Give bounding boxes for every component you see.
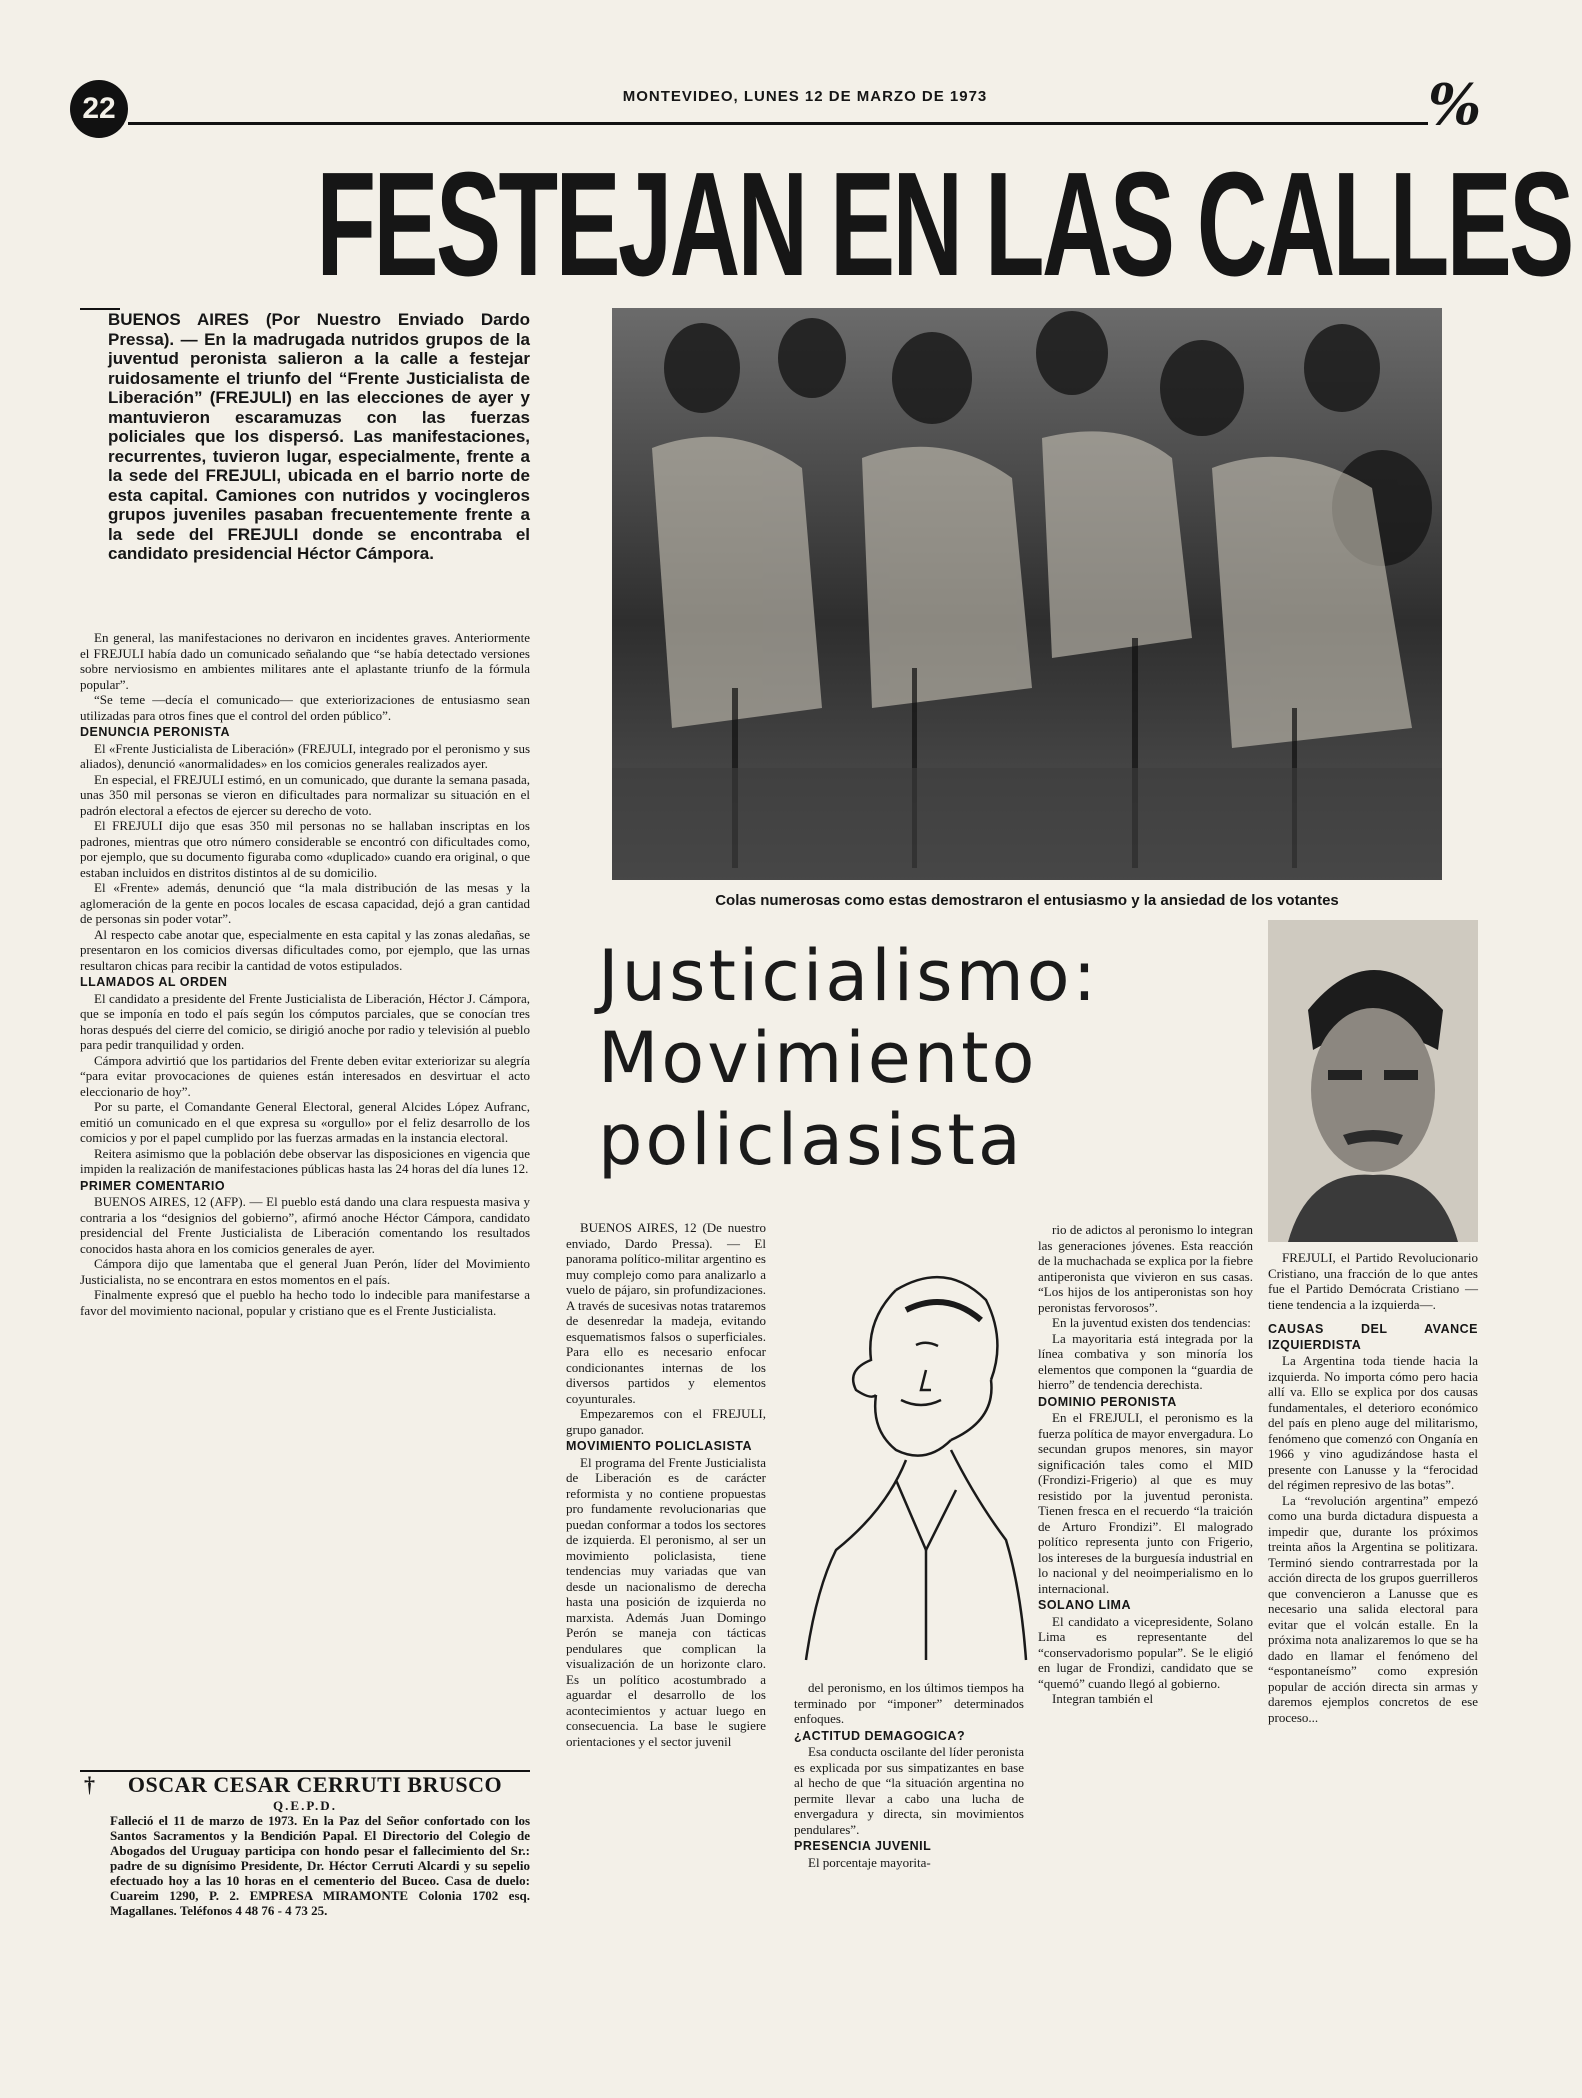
lead-paragraph: BUENOS AIRES (Por Nuestro Enviado Dardo Pressa). — En la madrugada nutridos grupos de la juventud peronista salieron a la calle a festejar ruidosamente el triunfo del “Frente Justicialista de Liberación” (FREJULI) en las elecciones de ayer y mantuvieron escaramuzas con las fuerzas policiales que los dispersó. Las manifestaciones, recurrentes, tuvieron lugar, especialmente, frente a la sede del FREJULI, ubicada en el barrio norte de esta capital. Camiones con nutridos y vocingleros grupos juveniles pasaban frecuentemente frente a la sede del FREJULI donde se encontraba el candidato presidencial Héctor Cámpora. <box>108 310 530 563</box>
subheading: DOMINIO PERONISTA <box>1038 1394 1177 1409</box>
paragraph: El «Frente Justicialista de Liberación» (FREJULI, integrado por el peronismo y sus aliados), denunció «anormalidades» en los comicios generales realizados ayer. <box>80 740 530 771</box>
paragraph: En general, las manifestaciones no derivaron en incidentes graves. Anteriormente el FREJULI había dado un comunicado señalando que “se había detectado versiones sobre nerviosismo en ambientes militares ante el aplastante triunfo de la fórmula popular”. <box>80 630 530 692</box>
article-column-5 <box>1268 1320 1478 1725</box>
paragraph: El candidato a vicepresidente, Solano Lima es representante del “conservadorismo popular”. Se le eligió en lugar de Frondizi, candidato que se “quemó” cuando llegó al gobierno. <box>1038 1613 1253 1691</box>
subheading: DENUNCIA PERONISTA <box>80 725 230 739</box>
paragraph: En la juventud existen dos tendencias: <box>1052 1315 1251 1330</box>
portrait-photo <box>1268 920 1478 1242</box>
paragraph: El candidato a presidente del Frente Justicialista de Liberación, Héctor J. Cámpora, que se imponía en todo el país según los cómputos parciales, que se conocían tres horas después del cierre del comicio, se dirigió anoche por radio y televisión al pueblo para pedir tranquilidad y orden. <box>80 990 530 1052</box>
article-column-4 <box>1038 1222 1253 1707</box>
subheading: PRIMER COMENTARIO <box>80 1178 226 1193</box>
subheading: ¿ACTITUD DEMAGOGICA? <box>794 1728 966 1743</box>
newspaper-logo: % <box>1428 72 1482 138</box>
paragraph: BUENOS AIRES, 12 (De nuestro enviado, Dardo Pressa). — El panorama político-militar argentino es muy complejo como para analizarlo a vuelo de pájaro, sin profundizaciones. A través de sucesivas notas trataremos de desenredar la madeja, evitando esquematismos falsos o superficiales. Para ello es necesario enfocar condicionantes internas de los diversos partidos y elementos coyunturales. <box>566 1220 766 1406</box>
paragraph: Por su parte, el Comandante General Electoral, general Alcides López Aufranc, emitió un comunicado en el que expresa su «orgullo» por el feliz desarrollo de los comicios y por el papel cumplido por las fuerzas armadas en la instancia electoral. <box>80 1099 530 1145</box>
paragraph: FREJULI, el Partido Revolucionario Cristiano, una fracción de lo que antes fue el Partido Demócrata Cristiano —tiene tendencia a la izquierda—. <box>1268 1250 1478 1312</box>
secondary-headline-line: Justicialismo: <box>598 935 1100 1017</box>
paragraph: “Se teme —decía el comunicado— que exteriorizaciones de entusiasmo sean utilizadas para otros fines que el control del orden público”. <box>80 692 530 723</box>
paragraph: El FREJULI dijo que esas 350 mil personas no se hallaban inscriptas en los padrones, mientras que otro número considerable se encontró con dificultades como, por ejemplo, que su documento figuraba como «duplicado» cuando era original, o que estaban incluidos en distritos distintos al de su domicilio. <box>80 818 530 880</box>
dateline: MONTEVIDEO, LUNES 12 DE MARZO DE 1973 <box>622 88 988 105</box>
article-column-3 <box>566 1220 766 1749</box>
paragraph: En el FREJULI, el peronismo es la fuerza política de mayor envergadura. Lo secundan grupos menores, sin mayor significación tales como el MID (Frondizi-Frigerio) al que es muy resistido por la juventud peronista. Tienen fresca en el recuerdo “la traición de Arturo Frondizi”. El malogrado político representa junto con Frigerio, los intereses de la burguesía industrial en lo nacional y del neoimperialismo en lo internacional. <box>1038 1410 1253 1596</box>
article-column-1 <box>80 630 530 1318</box>
page-number: 22 <box>70 80 128 138</box>
paragraph: El «Frente» además, denunció que “la mala distribución de las mesas y la aglomeración de la gente en pocos locales de escasa capacidad, dejó a gran cantidad de personas sin poder votar”. <box>80 880 530 926</box>
paragraph: Reitera asimismo que la población debe observar las disposiciones en vigencia que impiden la realización de manifestaciones públicas hasta las 24 horas del día lunes 12. <box>80 1145 530 1176</box>
portrait-caption <box>1268 1250 1478 1312</box>
subheading: MOVIMIENTO POLICLASISTA <box>566 1439 753 1453</box>
paragraph: La mayoritaria está integrada por la línea combativa y son minoría los elementos que componen la “guardia de hierro” de tendencia derechista. <box>1038 1330 1253 1392</box>
obituary-qepd: Q.E.P.D. <box>273 1798 337 1813</box>
paragraph: del peronismo, en los últimos tiempos ha terminado por “imponer” determinados enfoques. <box>794 1680 1024 1726</box>
article-column-3b <box>794 1680 1024 1870</box>
paragraph: La “revolución argentina” empezó como una burda dictadura dispuesta a impedir que, durante los próximos treinta años la Argentina se politizara. Terminó siendo contrarrestada por la acción directa de los grupos guerrilleros que convencieron a Lanusse que es necesario una salida electoral para evitar que el volcán estalle. En la próxima nota analizaremos lo que se ha dado en llamar el fenómeno del “espontaneísmo” como expresión popular de acción directa sin armas y daremos ejemplos concretos de ese proceso... <box>1268 1492 1478 1725</box>
paragraph: Al respecto cabe anotar que, especialmente en esta capital y las zonas aledañas, se presentaron en los comicios diversas dificultades como, por ejemplo, que las urnas resultaron chicas para recibir la cantidad de votos estipulados. <box>80 926 530 973</box>
caricature-drawing <box>776 1250 1036 1670</box>
header-rule <box>128 122 1428 125</box>
photo-caption: Colas numerosas como estas demostraron el entusiasmo y la ansiedad de los votantes <box>715 892 1339 909</box>
paragraph: La Argentina toda tiende hacia la izquierda. No importa cómo pero hacia allí va. Ello se explica por dos causas fundamentales, el deterioro económico del país en pleno auge del militarismo, fenómeno que comenzó con Onganía en 1966 y vino agudizándose hasta el presente con Lanusse y la “ferocidad del régimen represivo de las botas”. <box>1268 1353 1478 1492</box>
paragraph: Finalmente expresó que el pueblo ha hecho todo lo indecible para manifestarse a favor del movimiento nacional, popular y cristiano que es el Frente Justicialista. <box>80 1287 530 1318</box>
paragraph: rio de adictos al peronismo lo integran las generaciones jóvenes. Esta reacción de la muchachada se explica por la fiebre antiperonista que vivieron en sus casas. “Los hijos de los antiperonistas son hoy peronistas fervorosos”. <box>1038 1222 1253 1315</box>
cross-icon: † <box>84 1772 95 1797</box>
secondary-headline-line: policlasista <box>598 1099 1024 1181</box>
paragraph: El programa del Frente Justicialista de Liberación es de carácter reformista y no contiene propuestas pro fundamente revolucionarias que puedan conformar a todos los sectores de izquierda. El peronismo, al ser un movimiento policlasista, tiene tendencias muy variadas que van desde un nacionalismo de derecha hasta una posición de izquierda no marxista. Además Juan Domingo Perón se maneja con tácticas pendulares que complican la visualización de un horizonte claro. Es un político acostumbrado a aguardar el desarrollo de los acontecimientos y actuar luego en consecuencia. La base le sugiere orientaciones y el sector juvenil <box>566 1454 766 1749</box>
crowd-photo <box>612 308 1442 880</box>
caricature-image <box>776 1250 1036 1670</box>
secondary-headline <box>598 935 1238 1181</box>
paragraph: Empezaremos con el FREJULI, grupo ganador. <box>566 1406 766 1437</box>
secondary-headline-line: Movimiento <box>598 1017 1038 1099</box>
crowd-photo-image <box>612 308 1442 880</box>
paragraph: Esa conducta oscilante del líder peronista es explicada por sus simpatizantes en base al hecho de que “la situación argentina no permite llevar a cabo una lucha de envergadura y directa, sin movimientos pendulares”. <box>794 1744 1024 1837</box>
obituary-text: Falleció el 11 de marzo de 1973. En la Paz del Señor confortado con los Santos Sacramentos y la Bendición Papal. El Directorio del Colegio de Abogados del Uruguay participa con hondo pesar el fallecimiento del Sr.: padre de su dignísimo Presidente, Dr. Héctor Cerruti Alcardi y su sepelio efectuado hoy a las 10 horas en el cementerio del Buceo. Casa de duelo: Cuareim 1290, P. 2. EMPRESA MIRAMONTE Colonia 1702 esq. Magallanes. Teléfonos 4 48 76 - 4 73 25. <box>110 1813 530 1918</box>
subheading: CAUSAS DEL AVANCE IZQUIERDISTA <box>1268 1322 1478 1352</box>
paragraph: BUENOS AIRES, 12 (AFP). — El pueblo está dando una clara respuesta masiva y contraria a los “designios del gobierno”, afirmó anoche Héctor Cámpora, candidato presidencial del Frente Justicialista de Liberación comentando los resultados conocidos hasta ahora en los comicios generales de ayer. <box>80 1194 530 1256</box>
obituary-name: OSCAR CESAR CERRUTI BRUSCO <box>127 1772 503 1797</box>
subheading: LLAMADOS AL ORDEN <box>80 975 228 989</box>
paragraph: Cámpora advirtió que los partidarios del Frente deben evitar exteriorizar su alegría “para evitar provocaciones de quienes están interesados en desvirtuar el acto eleccionario de hoy”. <box>80 1052 530 1099</box>
paragraph: Integran también el <box>1052 1691 1154 1706</box>
subheading: SOLANO LIMA <box>1038 1598 1131 1612</box>
paragraph: Cámpora dijo que lamentaba que el general Juan Perón, líder del Movimiento Justicialista, no se encontrara en estos momentos en el país. <box>80 1256 530 1287</box>
portrait-image <box>1268 920 1478 1242</box>
main-headline: FESTEJAN EN LAS CALLES <box>316 142 1572 307</box>
paragraph: El porcentaje mayorita- <box>808 1854 931 1870</box>
subheading: PRESENCIA JUVENIL <box>794 1839 932 1853</box>
paragraph: En especial, el FREJULI estimó, en un comunicado, que durante la semana pasada, unas 350 mil personas se vieron en dificultades para normalizar su situación en el padrón electoral a efectos de ejercer su derecho de voto. <box>80 771 530 818</box>
